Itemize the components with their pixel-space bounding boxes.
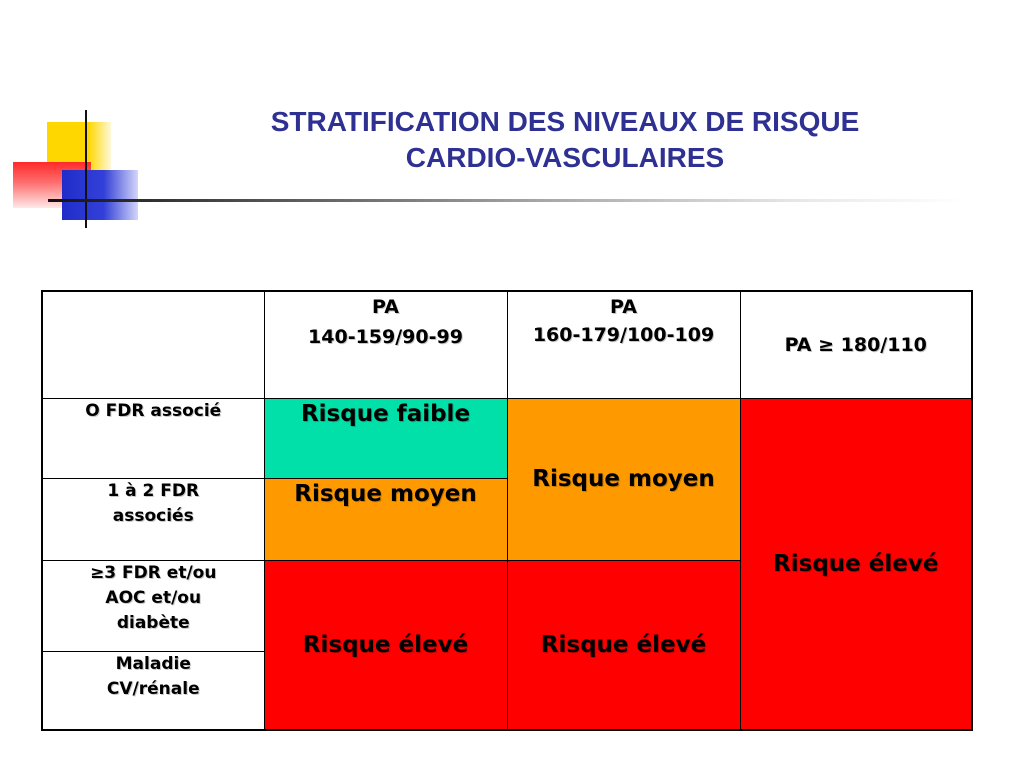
header-label: PA: [610, 296, 637, 318]
cell-risque-moyen: Risque moyen: [264, 479, 507, 560]
row-label-text: ≥3 FDR et/ou: [90, 562, 217, 583]
row-label-text: CV/rénale: [106, 679, 200, 700]
row-label-0-fdr: [42, 398, 264, 478]
row-label-text: Maladie: [115, 654, 191, 675]
table-header-row: [42, 291, 972, 398]
table-row: [42, 398, 972, 478]
row-label-3-fdr: [42, 560, 264, 651]
cell-risque-eleve-merged: Risque élevé: [740, 398, 972, 730]
slide-title-line-1: STRATIFICATION DES NIVEAUX DE RISQUE: [270, 106, 860, 137]
cell-risque-eleve-col2: Risque élevé: [507, 560, 740, 730]
header-label: PA ≥ 180/110: [784, 333, 927, 356]
cell-risque-eleve-col1: Risque élevé: [264, 560, 507, 730]
cell-risque-moyen-merged: Risque moyen: [507, 398, 740, 560]
header-pa-160-179: [507, 291, 740, 398]
header-range: 160-179/100-109: [532, 324, 715, 346]
cell-risque-faible: Risque faible: [264, 398, 507, 478]
header-label: PA: [372, 296, 399, 318]
row-label-text: O FDR associé: [85, 400, 222, 421]
row-label-text: AOC et/ou: [105, 587, 202, 608]
row-label-text: diabète: [116, 612, 190, 633]
slide-title: [140, 104, 990, 176]
row-label-text: associés: [112, 506, 194, 527]
decorative-blue-square: [62, 170, 138, 220]
row-label-text: 1 à 2 FDR: [107, 481, 200, 502]
header-range: 140-159/90-99: [308, 326, 463, 348]
title-underline: [48, 199, 968, 202]
header-pa-140-159: [264, 291, 507, 398]
header-pa-180: [740, 291, 972, 398]
header-empty-cell: [42, 291, 264, 398]
decorative-vertical-line: [85, 110, 87, 228]
row-label-1-2-fdr: [42, 479, 264, 560]
row-label-maladie-cv: [42, 652, 264, 730]
risk-stratification-table: [41, 290, 973, 731]
slide-title-line-2: CARDIO-VASCULAIRES: [405, 142, 725, 173]
